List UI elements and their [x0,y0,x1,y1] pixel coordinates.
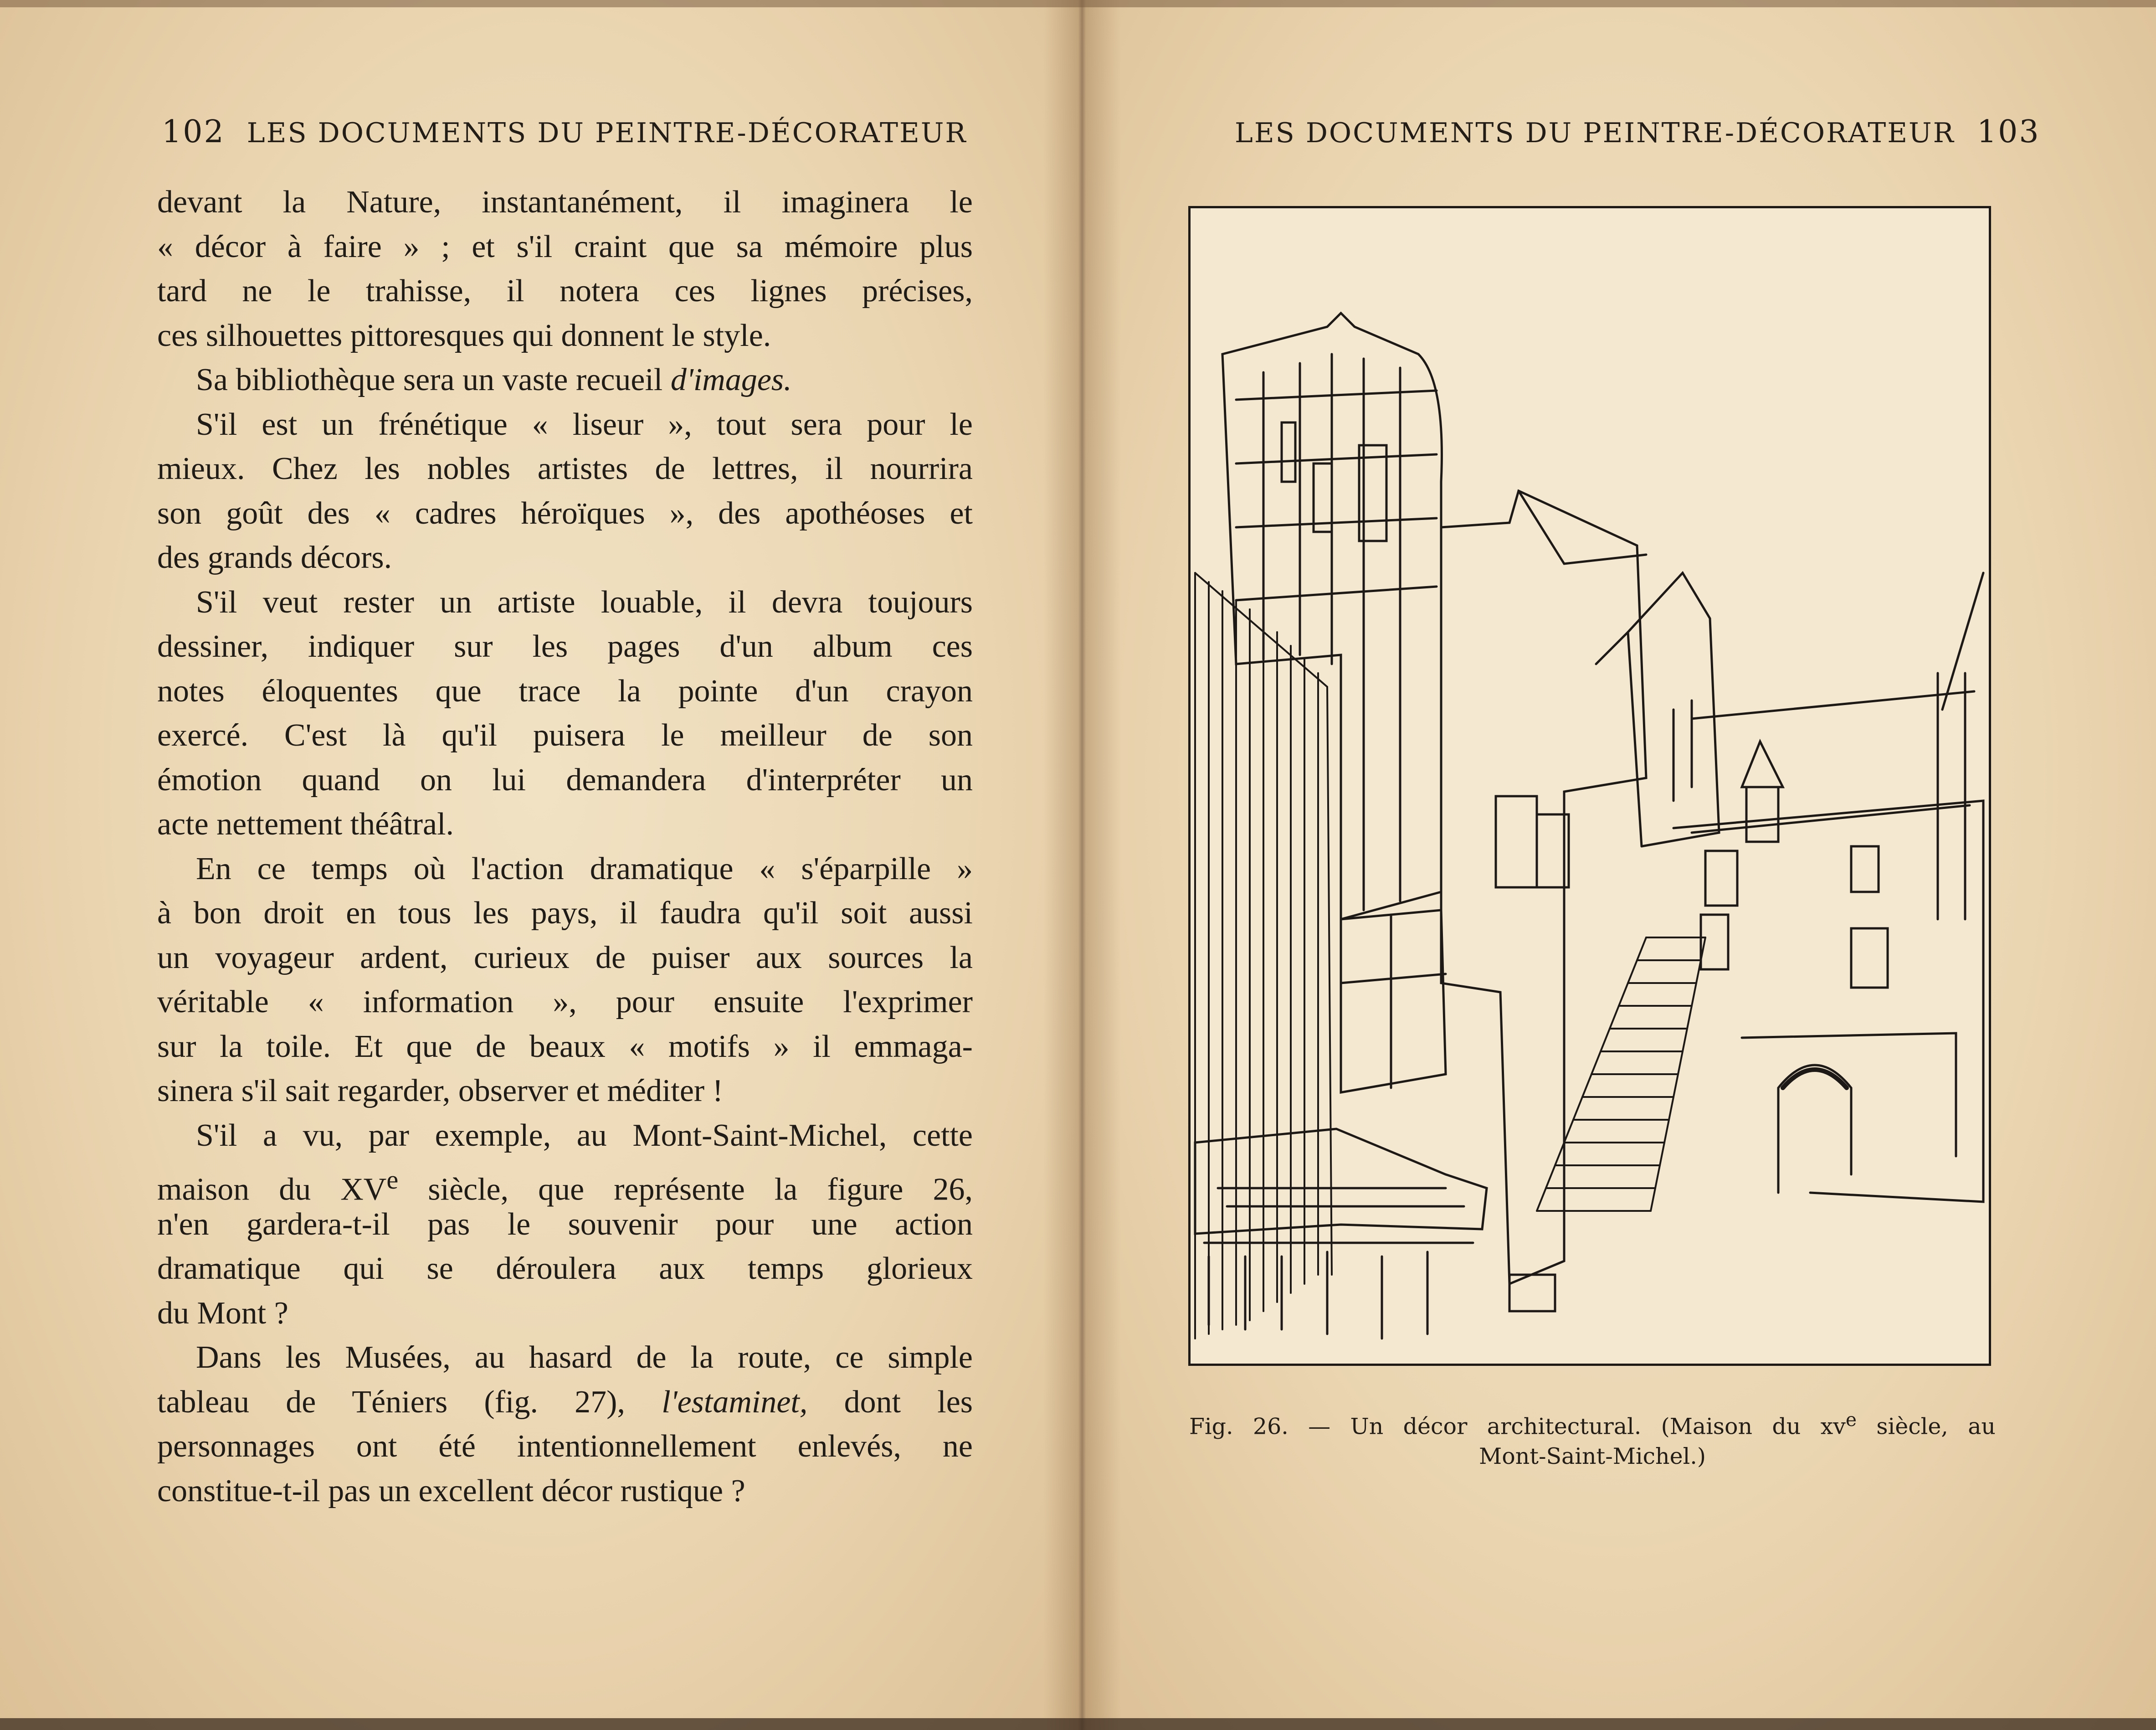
text-run: siècle, que représente la figure 26, [398,1172,973,1207]
caption-line-2: Mont-Saint-Michel.) [1479,1443,1706,1470]
text-line: devant la Nature, instantanément, il imaginera le [157,185,973,220]
left-running-title: LES DOCUMENTS DU PEINTRE-DÉCORATEUR [246,117,967,149]
text-line [157,358,973,402]
top-edge [0,0,2156,7]
text-line: ces silhouettes pittoresques qui donnent le style. [157,318,771,353]
text-line: véritable « information », pour ensuite l'exprimer [157,984,973,1019]
caption-superscript: e [1845,1409,1857,1431]
text-line: acte nettement théâtral. [157,807,454,842]
italic-run: l'estaminet, [662,1384,808,1420]
italic-run: d'images. [670,362,792,397]
text-line: notes éloquentes que trace la pointe d'un crayon [157,673,973,709]
right-page-number: 103 [1976,114,2040,150]
text-line: n'en gardera-t-il pas le souvenir pour une action [157,1206,973,1242]
figure-caption [1189,1405,1996,1472]
book-gutter [1043,0,1121,1730]
text-line: exercé. C'est là qu'il puisera le meilleur de son [157,718,973,753]
house-engraving [1191,208,1989,1364]
text-line: des grands décors. [157,540,392,575]
text-line: du Mont ? [157,1295,288,1331]
text-line: personnages ont été intentionnellement enlevés, ne [157,1429,973,1464]
text-line: S'il veut rester un artiste louable, il devra toujours [196,584,973,620]
text-line: En ce temps où l'action dramatique « s'éparpille » [196,851,973,886]
text-line: sinera s'il sait regarder, observer et méditer ! [157,1073,724,1108]
text-line: constitue-t-il pas un excellent décor rustique ? [157,1473,745,1509]
text-run: Sa bibliothèque sera un vaste recueil [196,362,663,397]
text-line: S'il est un frénétique « liseur », tout sera pour le [196,407,973,442]
text-line: Dans les Musées, au hasard de la route, ce simple [196,1340,973,1375]
text-line: S'il a vu, par exemple, au Mont-Saint-Michel, cette [196,1117,973,1153]
caption-text: siècle, au [1857,1413,1996,1440]
text-line: émotion quand on lui demandera d'interpréter un [157,762,973,798]
figure-illustration [1188,206,1991,1366]
superscript: e [386,1165,399,1195]
text-line: son goût des « cadres héroïques », des apothéoses et [157,495,973,531]
right-running-header [1235,114,2040,150]
text-line: dessiner, indiquer sur les pages d'un album ces [157,629,973,664]
text-run: tableau de Téniers (fig. 27), [157,1384,625,1420]
left-body-text [157,180,973,1513]
text-line: à bon droit en tous les pays, il faudra qu'il soit aussi [157,896,973,931]
text-line: « décor à faire » ; et s'il craint que sa mémoire plus [157,229,973,264]
text-line: sur la toile. Et que de beaux « motifs » il emmaga- [157,1029,973,1064]
text-line [157,1158,973,1207]
text-line [157,1380,973,1425]
text-run: dont les [844,1384,973,1420]
text-line: tard ne le trahisse, il notera ces lignes précises, [157,273,973,309]
text-line: mieux. Chez les nobles artistes de lettres, il nourrira [157,451,973,486]
left-running-header [162,114,967,150]
left-page-number: 102 [162,114,225,150]
text-line: dramatique qui se déroulera aux temps glorieux [157,1251,973,1286]
bottom-edge [0,1718,2156,1730]
right-running-title: LES DOCUMENTS DU PEINTRE-DÉCORATEUR [1235,117,1955,149]
caption-line-1 [1189,1405,1996,1442]
text-run: maison du XV [157,1172,387,1207]
caption-text: Fig. 26. — Un décor architectural. (Maison du xv [1189,1413,1846,1440]
text-line: un voyageur ardent, curieux de puiser aux sources la [157,940,973,975]
